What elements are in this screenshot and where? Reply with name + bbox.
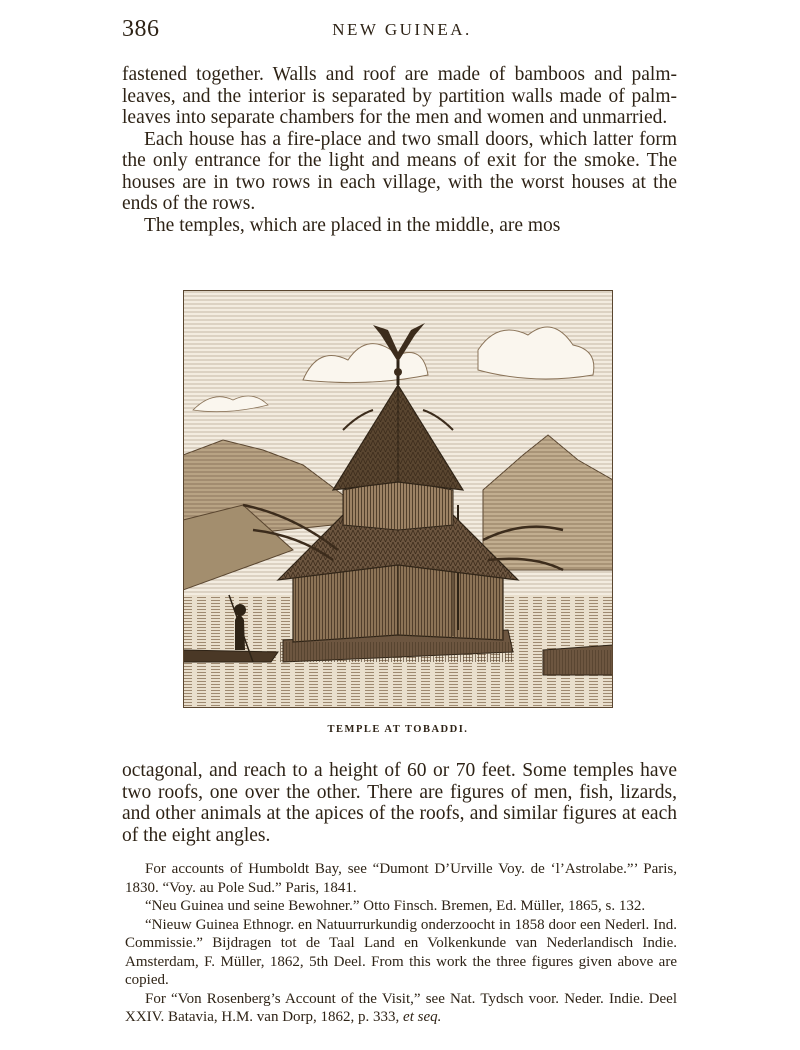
page-number: 386 xyxy=(122,16,160,42)
footnote-3: “Nieuw Guinea Ethnogr. en Natuurrurkundig onderzoocht in 1858 door een Nederl. Ind. Commissie.” Bijdragen tot de Taal Land en Volkenkunde van Nederlandisch Indie. Amsterdam, F. Müller, 1862, 5th Deel. From this work the three figures given above are copied. xyxy=(125,916,677,988)
paragraph-2: Each house has a fire-place and two small doors, which latter form the only entrance for the light and means of exit for the smoke. The houses are in two rows in each village, with the worst houses at the ends of the rows. xyxy=(122,128,677,214)
body-text-top xyxy=(122,64,677,236)
running-head: NEW GUINEA. xyxy=(332,20,472,39)
footnote-4-suffix: et seq. xyxy=(403,1009,442,1025)
footnotes xyxy=(125,860,677,1027)
paragraph-1: fastened together. Walls and roof are made of bamboos and palm-leaves, and the interior is separated by partition walls made of palm-leaves into separate chambers for the men and women and unmarried. xyxy=(122,64,677,128)
page-header xyxy=(122,16,682,48)
paragraph-3: The temples, which are placed in the middle, are mos xyxy=(144,214,561,236)
temple-illustration xyxy=(183,290,613,708)
footnote-4 xyxy=(125,990,677,1027)
temple-engraving xyxy=(183,290,613,708)
footnote-2: “Neu Guinea und seine Bewohner.” Otto Finsch. Bremen, Ed. Müller, 1865, s. 132. xyxy=(145,898,646,914)
footnote-1: For accounts of Humboldt Bay, see “Dumont D’Urville Voy. de ‘l’Astrolabe.”’ Paris, 1830. “Voy. au Pole Sud.” Paris, 1841. xyxy=(125,861,677,896)
figure-caption: TEMPLE AT TOBADDI. xyxy=(327,724,469,735)
body-text-bottom xyxy=(122,760,677,846)
footnote-4-text: For “Von Rosenberg’s Account of the Visit,” see Nat. Tydsch voor. Neder. Indie. Deel XXIV. Batavia, H.M. van Dorp, 1862, p. 333, xyxy=(125,990,677,1025)
paragraph-4: octagonal, and reach to a height of 60 or 70 feet. Some temples have two roofs, one over the other. There are figures of men, fish, lizards, and other animals at the apices of the roofs, and similar figures at each of the eight angles. xyxy=(122,760,677,846)
